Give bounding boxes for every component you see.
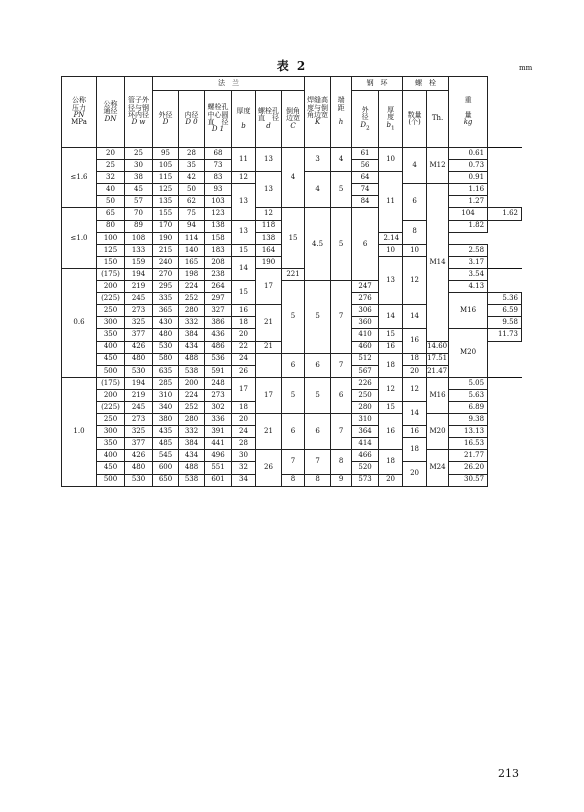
table-title: 表 2 [276,59,308,73]
table-row: ≤1.0 65 70 155 75 123 12 15 4.5 5 6 104 1.62 [62,208,522,220]
table-row: 200 219 295 224 264 15 5 5 7 247 4.13 [62,281,522,293]
table-row: 32 38 115 42 83 12 13 4 5 64 11 0.91 [62,172,522,184]
header-pn: 公称 压力 PN MPa [62,77,97,148]
table-row: 350 377 480 384 436 20 410 15 16 M20 11.73 [62,329,522,341]
header-th: Th. [427,91,449,148]
table-row: 50 57 135 62 103 84 1.27 [62,196,522,208]
h-cell: 4 [331,148,352,172]
table-row: 80 89 170 94 138 13 118 8 1.82 [62,220,522,232]
table-row [62,148,522,160]
table-row: 0.6 (175) 194 270 198 238 17 221 3.54 [62,268,522,280]
th-cell: M12 [427,148,449,184]
table-row: 250 273 380 280 336 20 21 6 6 7 310 16 M20 9.38 [62,414,522,426]
header-C: 倒角 边宽 C [282,91,305,148]
D1-cell: 68 [205,148,232,160]
table-row: 450 480 580 488 536 24 6 6 7 512 18 18 17.51 [62,353,522,365]
dw-cell: 25 [125,148,153,160]
table-row: 125 133 215 140 183 15 164 10 10 2.58 [62,244,522,256]
header-h: 端 距 h [331,77,352,148]
table-row: 100 108 190 114 158 138 2.14 [62,232,522,244]
table-row: (225) 245 335 252 297 276 M16 5.36 [62,293,522,305]
header-D1: 螺栓孔 中心圆 直 径 D 1 [205,91,232,148]
table-row: 450 480 600 488 551 32 520 20 26.20 [62,462,522,474]
table-row: 300 325 430 332 386 18 360 9.58 [62,317,522,329]
header-d: 螺栓孔 直 径 d [256,91,282,148]
D0-cell: 28 [179,148,205,160]
table-row: 25 30 105 35 73 56 0.73 [62,160,522,172]
header-b: 厚度 b [232,91,256,148]
table-row: 500 530 650 538 601 34 8 8 9 573 20 30.57 [62,474,522,486]
header-b1: 厚 度 $b_1$ [379,91,403,148]
header-dn: 公称 通径 DN [97,77,125,148]
table-row: 300 325 435 332 391 24 364 16 13.13 [62,426,522,438]
K-cell: 3 [305,148,331,172]
D2-cell: 61 [352,148,379,160]
table-row: 400 426 530 434 486 22 21 460 16 14.60 [62,341,522,353]
table-row: (225) 245 340 252 302 18 280 15 14 6.89 [62,401,522,413]
header-ring-group: 钢 环 [352,77,403,91]
header-flange-group: 法 兰 [153,77,305,91]
table-row: 350 377 485 384 441 28 414 18 16.53 [62,438,522,450]
D-cell: 95 [153,148,179,160]
page-number: 213 [498,767,519,780]
weight-cell: 0.61 [449,148,488,160]
header-qty: 数量 (个) [403,91,427,148]
header-D0: 内径 D 0 [179,91,205,148]
dn-cell: 20 [97,148,125,160]
header-dw: 管子外 径与钢 环内径 D w [125,77,153,148]
unit-label: mm [519,64,533,72]
table-row: 400 426 545 434 496 30 26 7 7 8 466 18 M24 21.77 [62,450,522,462]
pn-cell: ≤1.6 [62,148,97,208]
flange-dimension-table [61,76,522,487]
table-row: 150 159 240 165 208 14 190 13 12 3.17 [62,256,522,268]
qty-cell: 4 [403,148,427,184]
d-cell: 13 [256,148,282,172]
header-D2: 外 径 $D_2$ [352,91,379,148]
header-bolt-group: 螺 栓 [403,77,449,91]
table-row: 1.0 (175) 194 285 200 248 17 17 5 5 6 226 12 12 M16 5.05 [62,377,522,389]
C-cell: 4 [282,148,305,208]
table-row: 200 219 310 224 273 250 5.63 [62,389,522,401]
header-weight: 重 量 kg [449,77,488,148]
header-K: 焊缝高 度与倒 角边宽 K [305,77,331,148]
b-cell: 11 [232,148,256,172]
table-row: 250 273 365 280 327 16 21 306 14 14 6.59 [62,305,522,317]
header-D: 外径 D [153,91,179,148]
table-row: 500 530 635 538 591 26 567 20 21.47 [62,365,522,377]
table-row: 40 45 125 50 93 13 74 6 M14 1.16 [62,184,522,196]
b1-cell: 10 [379,148,403,172]
